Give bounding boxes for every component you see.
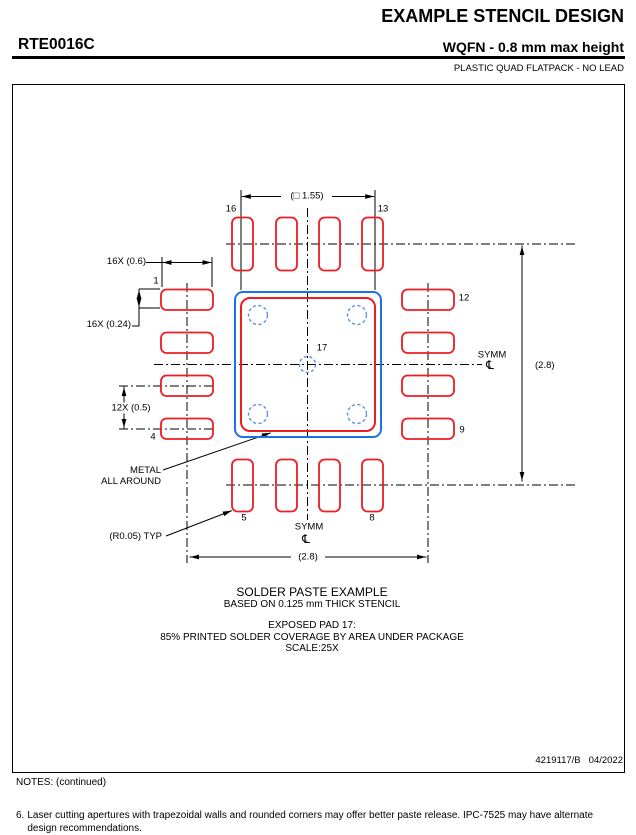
metal-label-line1: METAL	[130, 465, 161, 476]
drawing-date: 04/2022	[588, 755, 623, 766]
drawing-number-block	[535, 755, 623, 766]
caption-exposed-pad: EXPOSED PAD 17:	[268, 620, 356, 631]
pin-4-label: 4	[150, 431, 156, 443]
pin-13-label: 13	[377, 203, 389, 215]
dim-body-width-label: (2.8)	[298, 551, 318, 563]
centerline-symbol-bottom: ℄	[302, 532, 310, 546]
pin-1-label: 1	[153, 275, 159, 287]
caption-stencil: BASED ON 0.125 mm THICK STENCIL	[223, 599, 401, 610]
package-code: RTE0016C	[18, 36, 95, 53]
package-subtitle: WQFN - 0.8 mm max height	[442, 39, 624, 55]
package-type: PLASTIC QUAD FLATPACK - NO LEAD	[453, 63, 624, 74]
via-circle	[249, 306, 268, 325]
pin-17-label: 17	[316, 342, 328, 354]
via-circle	[348, 405, 367, 424]
metal-all-around-label	[101, 465, 161, 487]
dim-pad-width-label: 16X (0.6)	[106, 256, 146, 267]
caption-block	[0, 586, 624, 655]
caption-title: SOLDER PASTE EXAMPLE	[236, 585, 388, 599]
centerlines	[119, 208, 578, 563]
pin-12-label: 12	[458, 292, 470, 304]
caption-spacer	[0, 611, 624, 620]
caption-coverage: 85% PRINTED SOLDER COVERAGE BY AREA UNDER PACKAGE	[160, 631, 464, 643]
pin-16-label: 16	[225, 203, 237, 215]
via-circle	[348, 306, 367, 325]
note-item-6	[16, 809, 610, 835]
note-number: 6.	[16, 810, 25, 821]
radius-typ-label: (R0.05) TYP	[109, 531, 162, 542]
pin-8-label: 8	[369, 512, 375, 524]
notes-heading: NOTES: (continued)	[16, 777, 107, 788]
via-circle	[249, 405, 268, 424]
note-text: Laser cutting apertures with trapezoidal walls and rounded corners may offer better paste release. IPC-7525 may have alternate design recommendations.	[27, 810, 594, 834]
symm-bottom-label: SYMM	[294, 521, 324, 533]
caption-scale: SCALE:25X	[285, 643, 339, 654]
pin-9-label: 9	[459, 424, 465, 436]
page-title: EXAMPLE STENCIL DESIGN	[381, 6, 624, 26]
radius-leader-arrow	[166, 511, 232, 536]
dim-ep-label: (□ 1.55)	[290, 190, 324, 202]
centerline-symbol-right: ℄	[486, 358, 494, 372]
symm-right-label: SYMM	[477, 349, 507, 361]
dim-pitch-label: 12X (0.5)	[111, 402, 151, 414]
metal-label-line2: ALL AROUND	[101, 476, 161, 487]
drawing-number: 4219117/B	[535, 755, 581, 766]
dim-body-height-label: (2.8)	[535, 360, 555, 371]
pin-5-label: 5	[241, 512, 247, 524]
dimension-lines	[124, 190, 522, 557]
dim-pad-height-label: 16X (0.24)	[86, 319, 131, 330]
